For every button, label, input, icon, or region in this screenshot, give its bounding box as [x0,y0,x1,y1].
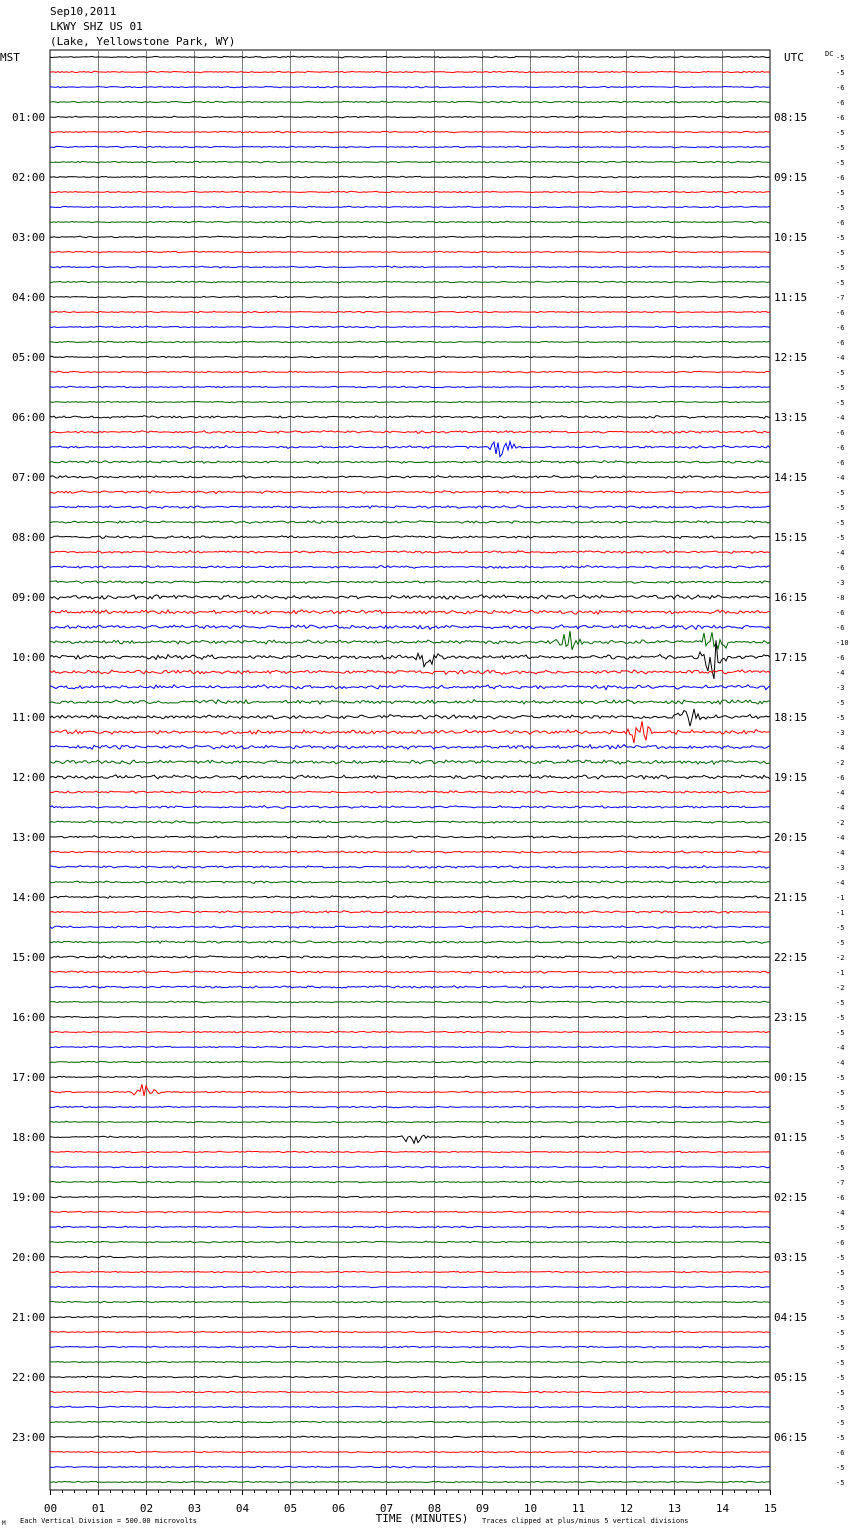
trace-line [50,1361,770,1363]
dc-offset-label: -5 [836,1299,845,1307]
dc-label: DC [825,50,834,58]
dc-offset-label: -5 [836,519,845,527]
mst-hour-label: 13:00 [12,831,46,844]
dc-offset-label: -6 [836,174,845,182]
utc-hour-label: 21:15 [774,891,808,904]
trace-line [50,956,770,959]
dc-offset-label: -3 [836,579,845,587]
trace-line [50,1286,770,1288]
trace-line [50,1166,770,1168]
utc-hour-label: 12:15 [774,351,808,364]
dc-offset-label: -5 [836,504,845,512]
utc-hour-label: 17:15 [774,651,808,664]
x-tick-label: 08 [427,1502,442,1515]
dc-offset-label: -6 [836,444,845,452]
mst-hour-label: 01:00 [12,111,46,124]
trace-line [50,1451,770,1453]
dc-offset-label: -6 [836,429,845,437]
dc-offset-label: -6 [836,1149,845,1157]
dc-offset-label: -5 [836,1284,845,1292]
dc-offset-label: -5 [836,369,845,377]
dc-offset-label: -5 [836,1479,845,1487]
x-tick-label: 04 [235,1502,250,1515]
trace-line [50,221,770,223]
utc-hour-label: 09:15 [774,171,808,184]
dc-offset-label: -5 [836,159,845,167]
dc-offset-label: -4 [836,1059,845,1067]
mst-hour-label: 02:00 [12,171,46,184]
utc-hour-label: 08:15 [774,111,808,124]
trace-line [50,1196,770,1198]
mst-hour-label: 11:00 [12,711,46,724]
dc-offset-label: -5 [836,1014,845,1022]
trace-line [50,881,770,884]
dc-offset-label: -5 [836,129,845,137]
trace-line [50,709,770,726]
dc-offset-label: -5 [836,1404,845,1412]
trace-line [50,625,770,630]
mst-hour-label: 06:00 [12,411,46,424]
mst-hour-label: 15:00 [12,951,46,964]
dc-offset-label: -5 [836,399,845,407]
dc-offset-label: -6 [836,774,845,782]
dc-offset-label: -2 [836,819,845,827]
dc-offset-label: -5 [836,1254,845,1262]
dc-offset-label: -6 [836,84,845,92]
trace-line [50,926,770,929]
trace-line [50,476,770,479]
mst-hour-label: 03:00 [12,231,46,244]
dc-offset-label: -7 [836,294,845,302]
dc-offset-label: -5 [836,249,845,257]
dc-offset-label: -5 [836,489,845,497]
mst-hour-label: 05:00 [12,351,46,364]
trace-line [50,266,770,268]
utc-hour-label: 03:15 [774,1251,808,1264]
x-tick-label: 03 [187,1502,202,1515]
trace-line [50,986,770,989]
station-label: LKWY SHZ US 01 [50,20,143,33]
dc-offset-label: -5 [836,939,845,947]
mst-hour-label: 14:00 [12,891,46,904]
trace-line [50,1076,770,1078]
trace-line [50,775,770,779]
dc-offset-label: -5 [836,1359,845,1367]
trace-line [50,341,770,343]
dc-offset-label: -5 [836,1104,845,1112]
utc-hour-label: 14:15 [774,471,808,484]
dc-offset-label: -5 [836,1344,845,1352]
trace-line [50,971,770,974]
trace-line [50,551,770,554]
trace-line [50,806,770,809]
trace-line [50,1046,770,1048]
dc-offset-label: -8 [836,594,845,602]
dc-offset-label: -5 [836,1089,845,1097]
utc-hour-label: 11:15 [774,291,808,304]
dc-offset-label: -5 [836,54,845,62]
trace-line [50,101,770,103]
dc-offset-label: -6 [836,624,845,632]
dc-offset-label: -10 [836,639,849,647]
trace-line [50,1331,770,1333]
mst-hour-label: 12:00 [12,771,46,784]
mst-axis-label: MST [0,51,20,64]
dc-offset-label: -5 [836,384,845,392]
dc-offset-label: -6 [836,309,845,317]
trace-line [50,1084,770,1096]
utc-hour-label: 18:15 [774,711,808,724]
trace-line [50,791,770,794]
trace-line [50,56,770,58]
utc-hour-label: 10:15 [774,231,808,244]
utc-hour-label: 23:15 [774,1011,808,1024]
trace-line [50,1256,770,1258]
dc-offset-label: -5 [836,714,845,722]
dc-offset-label: -5 [836,1329,845,1337]
dc-offset-label: -5 [836,699,845,707]
trace-line [50,416,770,419]
trace-line [50,176,770,178]
utc-hour-label: 13:15 [774,411,808,424]
dc-offset-label: -5 [836,1389,845,1397]
trace-line [50,685,770,690]
trace-line [50,131,770,133]
trace-line [50,896,770,899]
utc-hour-label: 04:15 [774,1311,808,1324]
trace-line [50,745,770,750]
dc-offset-label: -5 [836,189,845,197]
utc-hour-label: 02:15 [774,1191,808,1204]
dc-offset-label: -3 [836,684,845,692]
dc-offset-label: -5 [836,1314,845,1322]
mst-hour-label: 09:00 [12,591,46,604]
dc-offset-label: -4 [836,804,845,812]
trace-line [50,461,770,464]
dc-offset-label: -5 [836,204,845,212]
dc-offset-label: -3 [836,864,845,872]
dc-offset-label: -4 [836,849,845,857]
utc-hour-label: 00:15 [774,1071,808,1084]
location-label: (Lake, Yellowstone Park, WY) [50,35,236,48]
trace-line [50,581,770,584]
x-tick-label: 01 [91,1502,106,1515]
trace-line [50,866,770,869]
x-tick-label: 15 [763,1502,778,1515]
trace-line [50,1421,770,1423]
trace-line [50,836,770,838]
mst-hour-label: 04:00 [12,291,46,304]
trace-line [50,1481,770,1483]
trace-line [50,670,770,675]
mst-hour-label: 20:00 [12,1251,46,1264]
trace-line [50,1316,770,1318]
dc-offset-label: -6 [836,459,845,467]
trace-line [50,911,770,914]
trace-line [50,296,770,298]
x-tick-label: 09 [475,1502,490,1515]
trace-line [50,1436,770,1438]
mst-hour-label: 19:00 [12,1191,46,1204]
trace-line [50,1301,770,1303]
trace-line [50,566,770,569]
dc-offset-label: -6 [836,609,845,617]
dc-offset-label: -1 [836,894,845,902]
clipping-note: Traces clipped at plus/minus 5 vertical divisions [482,1517,689,1525]
plot-frame [50,50,770,1490]
utc-hour-label: 16:15 [774,591,808,604]
dc-offset-label: -4 [836,414,845,422]
trace-line [50,760,770,764]
mst-hour-label: 17:00 [12,1071,46,1084]
trace-line [50,1031,770,1033]
trace-line [50,386,770,388]
dc-offset-label: -6 [836,324,845,332]
trace-line [50,1376,770,1378]
dc-offset-label: -5 [836,1224,845,1232]
dc-offset-label: -4 [836,354,845,362]
utc-hour-label: 19:15 [774,771,808,784]
dc-offset-label: -3 [836,729,845,737]
dc-offset-label: -5 [836,1134,845,1142]
trace-line [50,311,770,313]
dc-offset-label: -5 [836,1464,845,1472]
trace-line [50,536,770,539]
trace-line [50,821,770,824]
trace-line [50,1226,770,1228]
trace-line [50,1106,770,1108]
utc-hour-label: 20:15 [774,831,808,844]
dc-offset-label: -4 [836,669,845,677]
dc-offset-label: -4 [836,879,845,887]
trace-line [50,161,770,163]
x-tick-label: 11 [571,1502,586,1515]
dc-offset-label: -5 [836,1374,845,1382]
dc-offset-label: -6 [836,654,845,662]
trace-line [50,521,770,524]
dc-offset-label: -6 [836,99,845,107]
dc-offset-label: -1 [836,969,845,977]
dc-offset-label: -6 [836,114,845,122]
trace-line [50,1135,770,1143]
trace-line [50,1001,770,1003]
mst-hour-label: 18:00 [12,1131,46,1144]
trace-line [50,851,770,853]
trace-line [50,1241,770,1243]
trace-line [50,371,770,373]
dc-offset-label: -4 [836,789,845,797]
dc-offset-label: -5 [836,1434,845,1442]
utc-hour-label: 05:15 [774,1371,808,1384]
trace-line [50,116,770,118]
trace-line [50,1151,770,1153]
dc-offset-label: -6 [836,564,845,572]
corner-mark: M [2,1520,6,1527]
x-tick-label: 02 [139,1502,154,1515]
utc-hour-label: 01:15 [774,1131,808,1144]
dc-offset-label: -5 [836,1164,845,1172]
dc-offset-label: -6 [836,1194,845,1202]
mst-hour-label: 10:00 [12,651,46,664]
x-tick-label: 06 [331,1502,346,1515]
trace-line [50,1016,770,1018]
mst-hour-label: 07:00 [12,471,46,484]
dc-offset-label: -2 [836,759,845,767]
utc-hour-label: 15:15 [774,531,808,544]
dc-offset-label: -4 [836,549,845,557]
trace-line [50,610,770,614]
trace-line [50,595,770,599]
utc-hour-label: 06:15 [774,1431,808,1444]
trace-line [50,1391,770,1393]
trace-line [50,251,770,253]
trace-line [50,1271,770,1273]
date-label: Sep10,2011 [50,5,117,18]
trace-line [50,281,770,283]
dc-offset-label: -4 [836,1209,845,1217]
x-tick-label: 00 [43,1502,58,1515]
mst-hour-label: 16:00 [12,1011,46,1024]
trace-line [50,1466,770,1468]
trace-line [50,401,770,403]
dc-offset-label: -2 [836,984,845,992]
trace-line [50,1346,770,1348]
trace-line [50,700,770,704]
trace-line [50,206,770,208]
trace-line [50,1121,770,1123]
dc-offset-label: -1 [836,909,845,917]
trace-line [50,236,770,238]
trace-line [50,941,770,944]
dc-offset-label: -5 [836,279,845,287]
dc-offset-label: -4 [836,834,845,842]
mst-hour-label: 23:00 [12,1431,46,1444]
trace-line [50,506,770,509]
trace-line [50,431,770,434]
dc-offset-label: -5 [836,999,845,1007]
vertical-division-note: Each Vertical Division = 500.00 microvolts [20,1517,198,1525]
dc-offset-label: -5 [836,264,845,272]
x-tick-label: 13 [667,1502,682,1515]
trace-line [50,71,770,73]
utc-hour-label: 22:15 [774,951,808,964]
dc-offset-label: -5 [836,1029,845,1037]
trace-line [50,491,770,494]
dc-offset-label: -6 [836,219,845,227]
dc-offset-label: -5 [836,234,845,242]
dc-offset-label: -4 [836,1044,845,1052]
trace-line [50,1406,770,1408]
dc-offset-label: -7 [836,1179,845,1187]
mst-hour-label: 08:00 [12,531,46,544]
trace-line [50,1181,770,1183]
dc-offset-label: -5 [836,1419,845,1427]
trace-line [50,326,770,328]
x-tick-label: 14 [715,1502,730,1515]
x-tick-label: 12 [619,1502,634,1515]
dc-offset-label: -6 [836,1239,845,1247]
dc-offset-label: -5 [836,1074,845,1082]
dc-offset-label: -5 [836,144,845,152]
x-tick-label: 05 [283,1502,298,1515]
dc-offset-label: -2 [836,954,845,962]
x-axis-label: TIME (MINUTES) [375,1512,469,1525]
trace-line [50,356,770,358]
dc-offset-label: -5 [836,1119,845,1127]
trace-line [50,721,770,743]
dc-offset-label: -5 [836,534,845,542]
trace-line [50,1061,770,1063]
trace-line [50,1211,770,1213]
mst-hour-label: 21:00 [12,1311,46,1324]
trace-line [50,86,770,87]
dc-offset-label: -4 [836,474,845,482]
x-tick-label: 07 [379,1502,394,1515]
dc-offset-label: -4 [836,744,845,752]
mst-hour-label: 22:00 [12,1371,46,1384]
dc-offset-label: -6 [836,1449,845,1457]
dc-offset-label: -5 [836,69,845,77]
dc-offset-label: -6 [836,339,845,347]
dc-offset-label: -5 [836,1269,845,1277]
trace-line [50,146,770,148]
trace-line [50,631,770,650]
trace-line [50,442,770,457]
dc-offset-label: -5 [836,924,845,932]
trace-line [50,191,770,193]
utc-axis-label: UTC [784,51,804,64]
x-tick-label: 10 [523,1502,538,1515]
